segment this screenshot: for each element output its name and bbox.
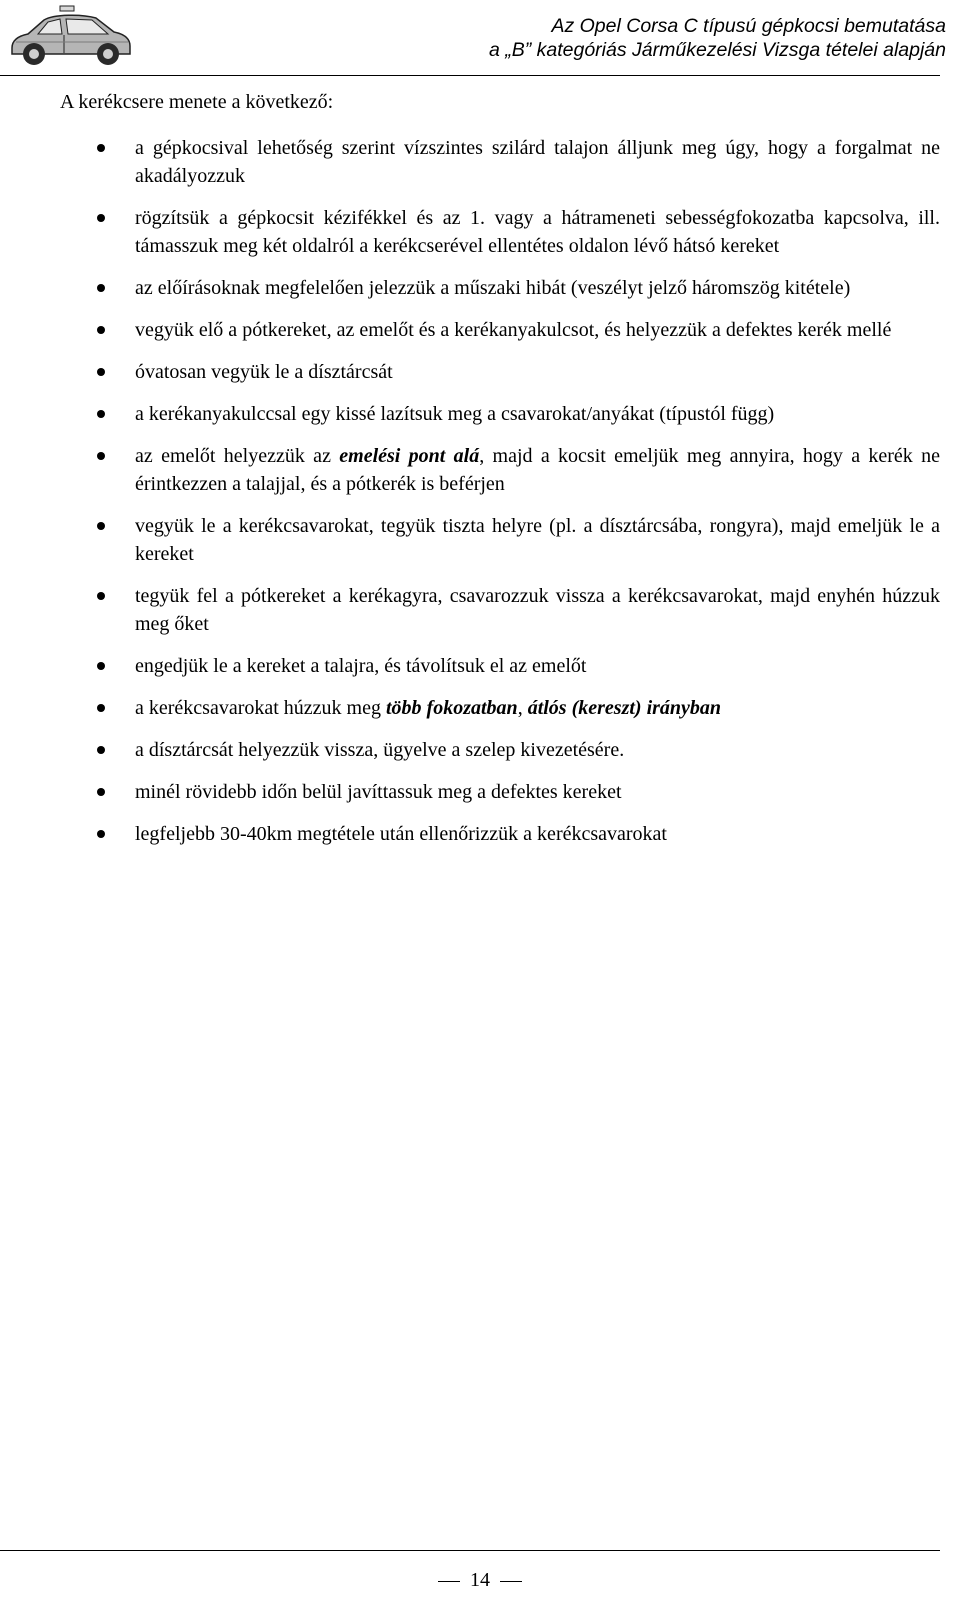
step-text-separator: , [517,697,528,719]
dash-left [438,1581,460,1582]
list-item [60,652,940,680]
emphasized-text-2: átlós (kereszt) irányban [527,697,722,719]
step-text-before: az emelőt helyezzük az [135,445,340,467]
list-item [60,512,940,568]
step-text: legfeljebb 30-40km megtétele után ellenőrizzük a kerékcsavarokat [135,823,667,845]
step-text: a kerékanyakulccsal egy kissé lazítsuk meg a csavarokat/anyákat (típustól függ) [135,403,775,425]
list-item [60,316,940,344]
list-item [60,778,940,806]
bullet-icon [97,410,105,418]
page-number [0,1567,960,1593]
document-title-line-1: Az Opel Corsa C típusú gépkocsi bemutatása [551,15,946,37]
footer-divider [0,1550,940,1551]
step-text: minél rövidebb időn belül javíttassuk meg a defektes kereket [135,781,622,803]
list-item [60,204,940,260]
header-divider [0,75,940,76]
list-item [60,820,940,848]
page-header [0,0,960,80]
bullet-icon [97,662,105,670]
bullet-icon [97,788,105,796]
bullet-icon [97,326,105,334]
step-text: vegyük le a kerékcsavarokat, tegyük tiszta helyre (pl. a dísztárcsába, rongyra), majd emeljük le a kereket [135,515,940,565]
emphasized-text: emelési pont alá [339,445,480,467]
step-text: tegyük fel a pótkereket a kerékagyra, csavarozzuk vissza a kerékcsavarokat, majd enyhén húzzuk meg őket [135,585,940,635]
list-item [60,582,940,638]
bullet-icon [97,452,105,460]
bullet-icon [97,830,105,838]
list-item [60,400,940,428]
step-text: rögzítsük a gépkocsit kézifékkel és az 1. vagy a hátrameneti sebességfokozatba kapcsolva, ill. támasszuk meg két oldalról a kerékcserével ellentétes oldalon lévő hátsó kereket [135,207,940,257]
document-title [489,14,946,62]
bullet-icon [97,284,105,292]
step-text: engedjük le a kereket a talajra, és távolítsuk el az emelőt [135,655,587,677]
list-item [60,134,940,190]
list-item [60,694,940,722]
step-text-after: , majd a kocsit emeljük meg annyira, hogy a kerék ne érintkezzen a talajjal, és a pótkerék is beférjen [135,445,940,495]
bullet-icon [97,592,105,600]
bullet-icon [97,522,105,530]
list-item [60,358,940,386]
intro-paragraph: A kerékcsere menete a következő: [60,91,334,113]
emphasized-text: több fokozatban [386,697,518,719]
list-item [60,442,940,498]
list-item [60,274,940,302]
document-title-line-2: a „B” kategóriás Járműkezelési Vizsga tételei alapján [488,39,946,61]
wheel-change-steps-list [60,134,940,848]
step-text: a gépkocsival lehetőség szerint vízszintes szilárd talajon álljunk meg úgy, hogy a forgalmat ne akadályozzuk [135,137,940,187]
document-body [60,88,940,862]
list-item [60,736,940,764]
step-text: vegyük elő a pótkereket, az emelőt és a kerékanyakulcsot, és helyezzük a defektes kerék mellé [135,319,892,341]
bullet-icon [97,144,105,152]
bullet-icon [97,704,105,712]
bullet-icon [97,746,105,754]
step-text: a dísztárcsát helyezzük vissza, ügyelve a szelep kivezetésére. [135,739,625,761]
step-text-before: a kerékcsavarokat húzzuk meg [135,697,386,719]
car-logo-icon [4,4,136,70]
page-number-value: 14 [470,1569,490,1591]
step-text: óvatosan vegyük le a dísztárcsát [135,361,393,383]
bullet-icon [97,214,105,222]
dash-right [500,1581,522,1582]
bullet-icon [97,368,105,376]
step-text: az előírásoknak megfelelően jelezzük a műszaki hibát (veszélyt jelző háromszög kitétele) [135,277,851,299]
